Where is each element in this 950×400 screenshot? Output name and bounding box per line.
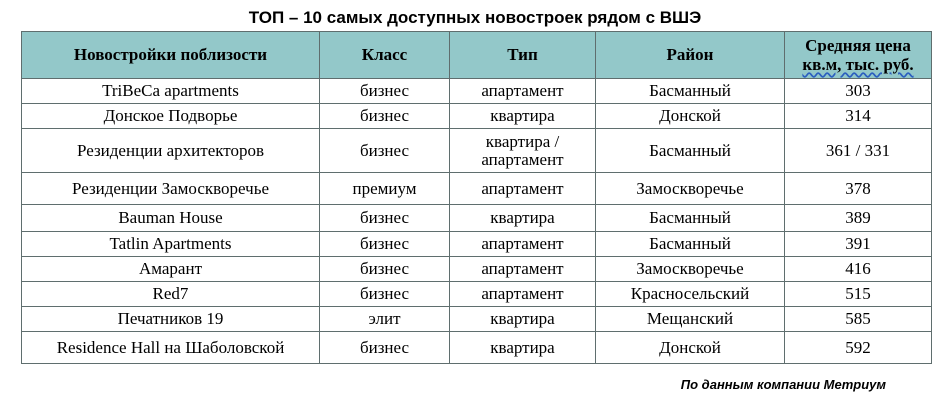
table-row bbox=[22, 205, 932, 232]
price-header-line2 bbox=[789, 55, 927, 74]
cell-name: TriBeCa apartments bbox=[22, 79, 320, 104]
cell-price: 585 bbox=[785, 307, 932, 332]
table-row bbox=[22, 282, 932, 307]
cell-district: Красносельский bbox=[596, 282, 785, 307]
cell-name: Tatlin Apartments bbox=[22, 232, 320, 257]
column-header-district: Район bbox=[596, 32, 785, 79]
price-header-unit: кв.м, тыс. руб. bbox=[802, 55, 914, 74]
cell-price: 314 bbox=[785, 104, 932, 129]
column-header-class: Класс bbox=[320, 32, 450, 79]
cell-district: Мещанский bbox=[596, 307, 785, 332]
cell-class: бизнес bbox=[320, 232, 450, 257]
cell-name: Печатников 19 bbox=[22, 307, 320, 332]
cell-district: Донской bbox=[596, 104, 785, 129]
cell-price: 391 bbox=[785, 232, 932, 257]
cell-class: бизнес bbox=[320, 332, 450, 364]
column-header-name: Новостройки поблизости bbox=[22, 32, 320, 79]
cell-class: бизнес bbox=[320, 79, 450, 104]
cell-type: апартамент bbox=[450, 79, 596, 104]
table-row bbox=[22, 232, 932, 257]
cell-type: апартамент bbox=[450, 257, 596, 282]
column-header-price bbox=[785, 32, 932, 79]
cell-name: Residence Hall на Шаболовской bbox=[22, 332, 320, 364]
cell-class: элит bbox=[320, 307, 450, 332]
cell-type: апартамент bbox=[450, 282, 596, 307]
cell-class: бизнес bbox=[320, 104, 450, 129]
table-header-row bbox=[22, 32, 932, 79]
table-row bbox=[22, 173, 932, 205]
cell-name: Донское Подворье bbox=[22, 104, 320, 129]
cell-type: квартира bbox=[450, 104, 596, 129]
cell-type: квартира bbox=[450, 307, 596, 332]
price-header-line1: Средняя цена bbox=[805, 36, 911, 55]
cell-price: 416 bbox=[785, 257, 932, 282]
cell-type: апартамент bbox=[450, 232, 596, 257]
cell-name: Резиденции архитекторов bbox=[22, 129, 320, 173]
cell-price: 515 bbox=[785, 282, 932, 307]
table-row bbox=[22, 257, 932, 282]
source-note: По данным компании Метриум bbox=[680, 377, 886, 392]
cell-price: 361 / 331 bbox=[785, 129, 932, 173]
cell-price: 303 bbox=[785, 79, 932, 104]
cell-district: Басманный bbox=[596, 205, 785, 232]
cell-price: 378 bbox=[785, 173, 932, 205]
cell-class: бизнес bbox=[320, 129, 450, 173]
cell-type: квартира bbox=[450, 332, 596, 364]
cell-district: Донской bbox=[596, 332, 785, 364]
cell-district: Басманный bbox=[596, 79, 785, 104]
table-row bbox=[22, 79, 932, 104]
cell-price: 389 bbox=[785, 205, 932, 232]
cell-type: квартира bbox=[450, 205, 596, 232]
cell-class: премиум bbox=[320, 173, 450, 205]
cell-type: квартира / апартамент bbox=[450, 129, 596, 173]
cell-district: Басманный bbox=[596, 232, 785, 257]
data-table bbox=[21, 31, 932, 364]
cell-name: Red7 bbox=[22, 282, 320, 307]
cell-district: Басманный bbox=[596, 129, 785, 173]
cell-class: бизнес bbox=[320, 205, 450, 232]
table-row bbox=[22, 104, 932, 129]
cell-type: апартамент bbox=[450, 173, 596, 205]
cell-price: 592 bbox=[785, 332, 932, 364]
page-title: ТОП – 10 самых доступных новостроек рядом с ВШЭ bbox=[248, 8, 702, 27]
table-row bbox=[22, 307, 932, 332]
cell-name: Bauman House bbox=[22, 205, 320, 232]
cell-district: Замоскворечье bbox=[596, 173, 785, 205]
cell-district: Замоскворечье bbox=[596, 257, 785, 282]
table-row bbox=[22, 129, 932, 173]
cell-class: бизнес bbox=[320, 257, 450, 282]
cell-name: Резиденции Замоскворечье bbox=[22, 173, 320, 205]
cell-name: Амарант bbox=[22, 257, 320, 282]
cell-class: бизнес bbox=[320, 282, 450, 307]
table-row bbox=[22, 332, 932, 364]
table-body bbox=[22, 79, 932, 364]
column-header-type: Тип bbox=[450, 32, 596, 79]
